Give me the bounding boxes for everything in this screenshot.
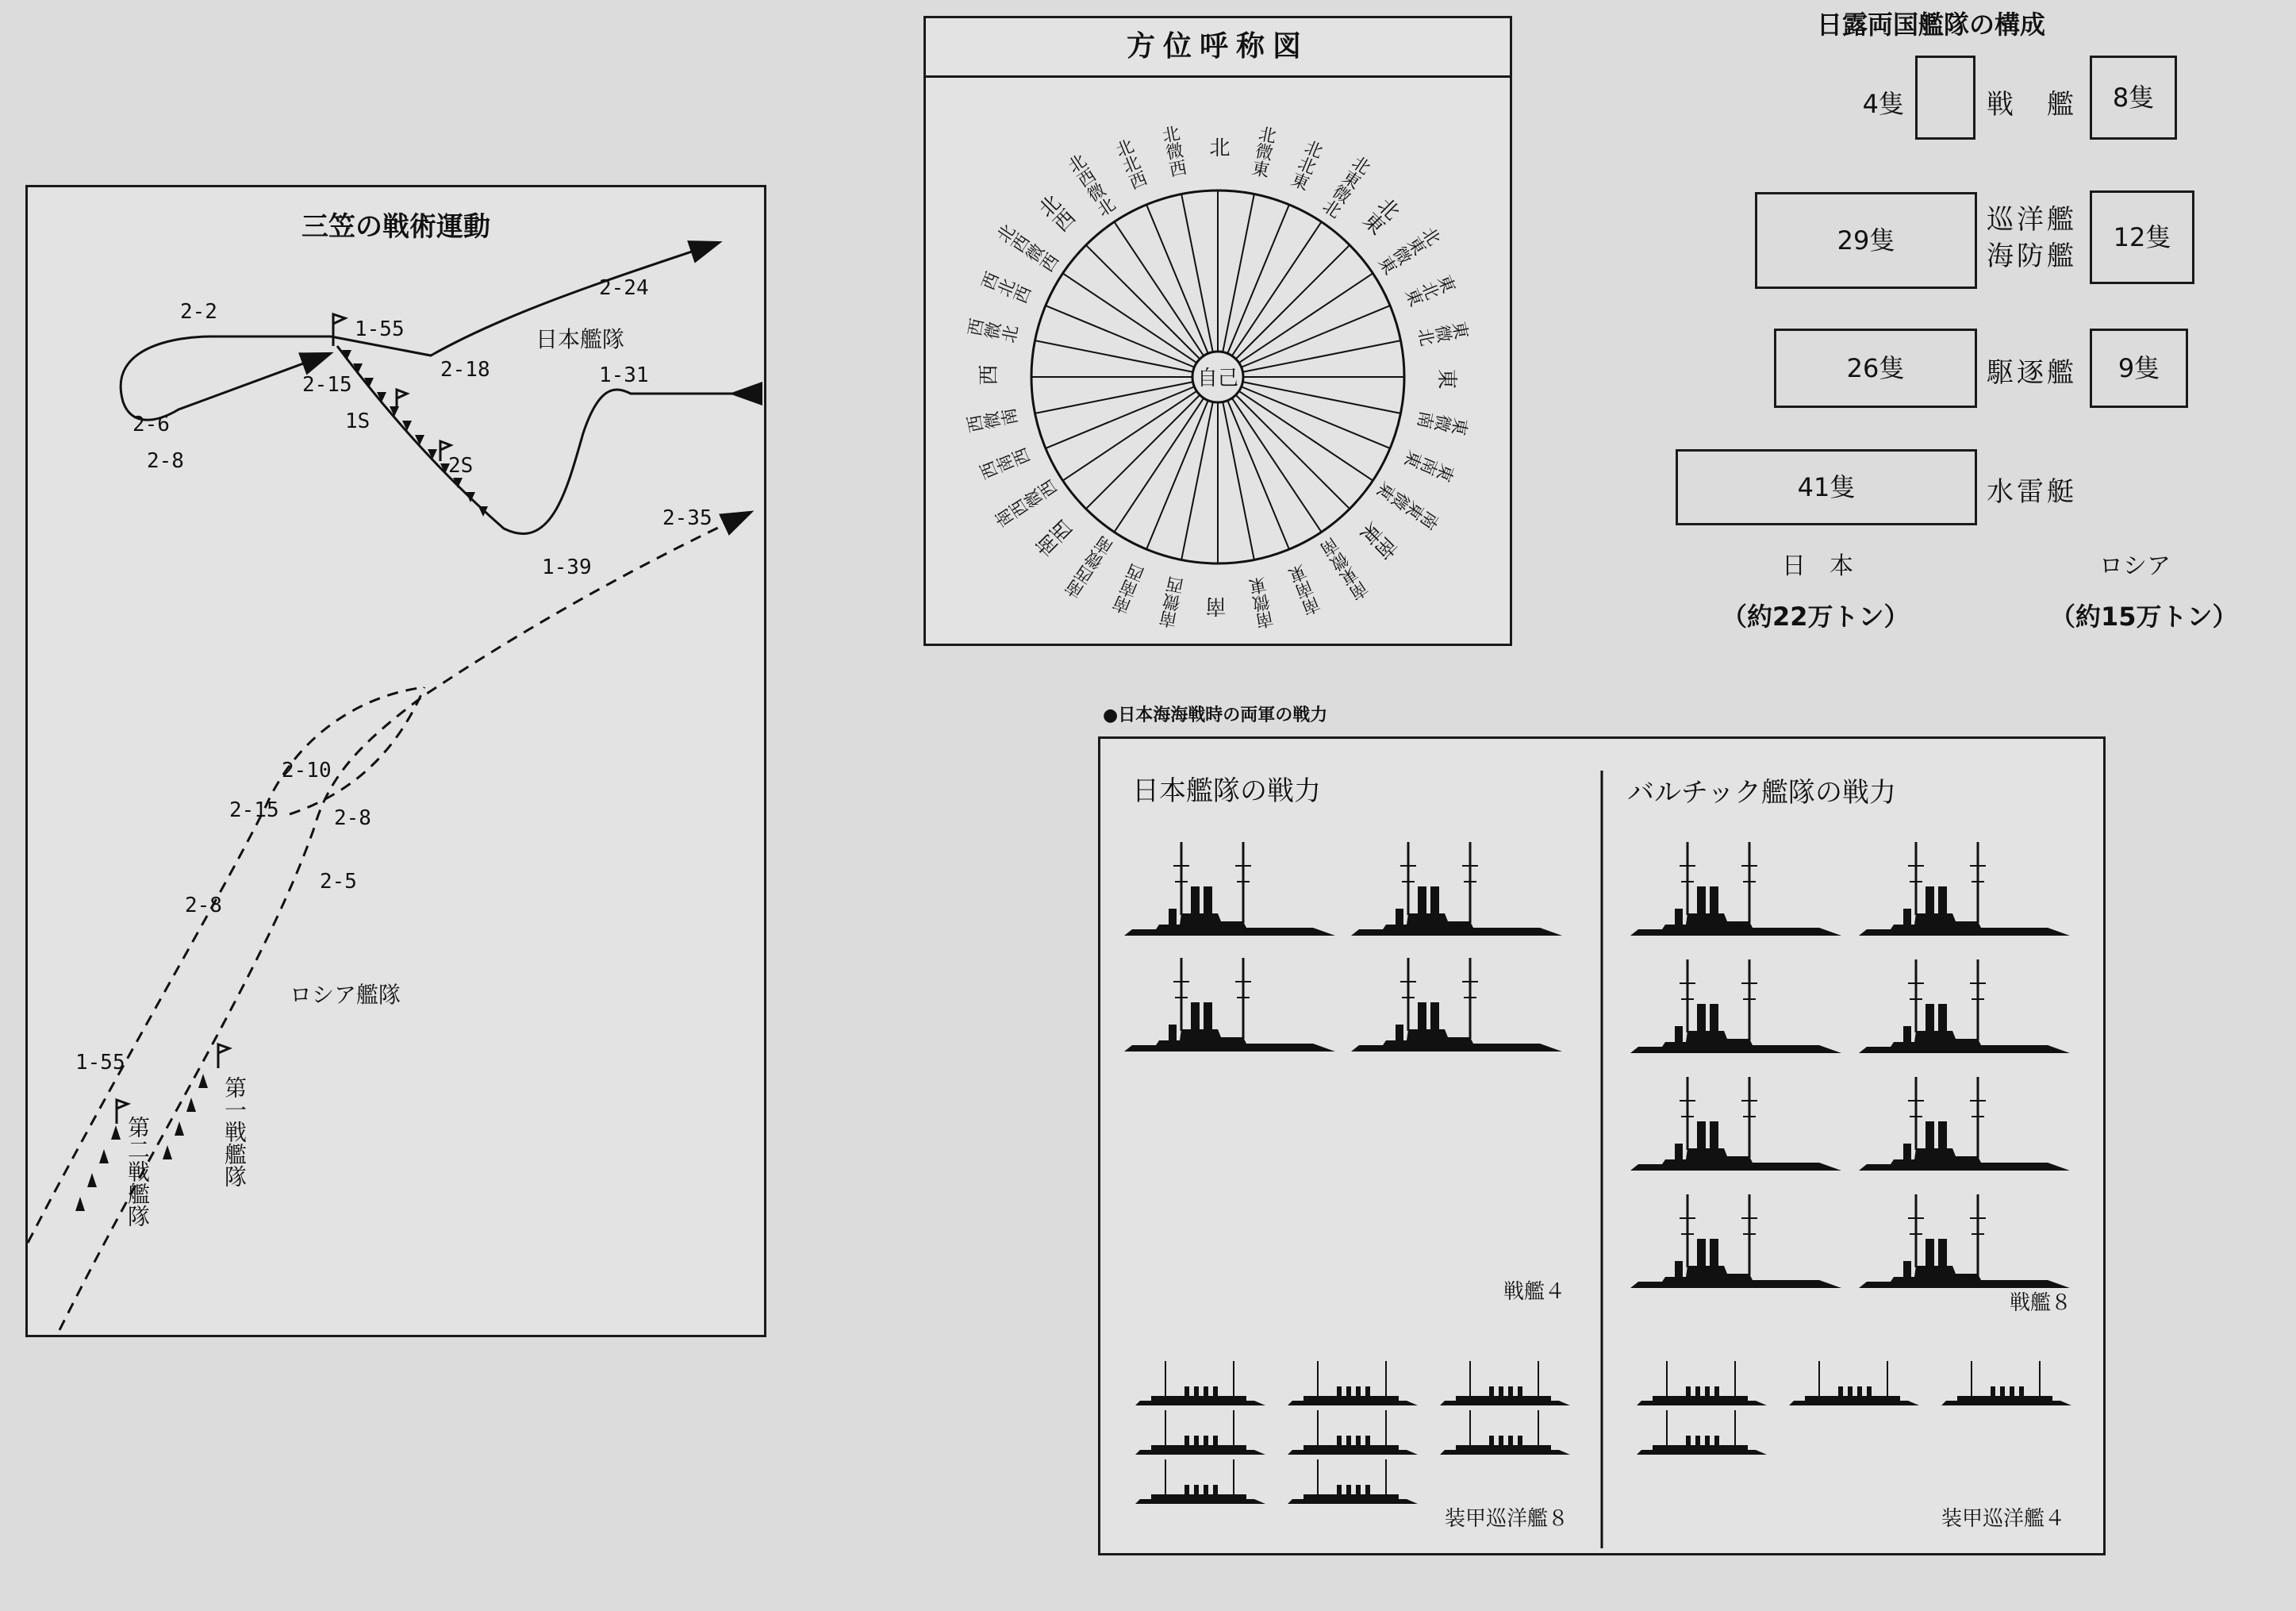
direction-label: 南微西 bbox=[1158, 575, 1188, 631]
time-label: 2-24 bbox=[599, 276, 649, 300]
direction-label: 南東微南 bbox=[1318, 533, 1373, 603]
cruiser-silhouette bbox=[1288, 1459, 1418, 1504]
battleship-silhouette bbox=[1630, 959, 1841, 1053]
japan-label: 日 本 bbox=[1782, 552, 1853, 580]
direction-label: 北西微北 bbox=[1062, 151, 1118, 221]
russia-count-destroyer: 9隻 bbox=[2090, 329, 2188, 408]
type-destroyer: 駆逐艦 bbox=[1987, 357, 2077, 389]
time-label: 1-39 bbox=[542, 556, 592, 579]
time-label: 1-55 bbox=[355, 317, 405, 341]
japan-cruiser-note: 装甲巡洋艦８ bbox=[1445, 1507, 1569, 1531]
russia-track-branch bbox=[290, 687, 424, 814]
direction-label: 南西微南 bbox=[1062, 533, 1118, 603]
type-battleship: 戦 艦 bbox=[1987, 89, 2077, 121]
time-label: 2-5 bbox=[320, 870, 357, 894]
japan-bar-battleship bbox=[1915, 56, 1975, 140]
direction-label: 東北東 bbox=[1402, 269, 1459, 309]
compass-spoke bbox=[1086, 245, 1200, 359]
direction-label: 南微東 bbox=[1247, 575, 1278, 631]
russia-count-battleship: 8隻 bbox=[2090, 56, 2177, 140]
japan-track-south-loop bbox=[337, 346, 758, 533]
direction-label: 北北西 bbox=[1110, 136, 1150, 193]
direction-label: 西微南 bbox=[964, 406, 1020, 437]
japan-battleship-note: 戦艦４ bbox=[1503, 1280, 1566, 1304]
compass-title: 方位呼称図 bbox=[926, 18, 1510, 78]
battleship-silhouette bbox=[1859, 1077, 2070, 1171]
direction-label: 北 bbox=[1206, 136, 1230, 157]
direction-label: 西南西 bbox=[977, 445, 1034, 485]
compass-panel bbox=[923, 16, 1512, 646]
direction-label: 南東 bbox=[1357, 517, 1404, 563]
cruiser-silhouette bbox=[1440, 1410, 1570, 1455]
time-label: 2-8 bbox=[147, 449, 184, 473]
center-label: 自己 bbox=[1196, 367, 1239, 390]
time-label: 2-35 bbox=[662, 506, 712, 530]
squadron-2-label: 第二戦艦隊 bbox=[125, 1116, 151, 1227]
cruiser-silhouette bbox=[1941, 1361, 2071, 1405]
compass-spoke bbox=[1236, 245, 1350, 359]
battleship-silhouette bbox=[1124, 842, 1335, 936]
direction-label: 南西微西 bbox=[992, 477, 1062, 533]
tactics-title: 三笠の戦術運動 bbox=[301, 211, 490, 243]
japan-power-title: 日本艦隊の戦力 bbox=[1132, 775, 1321, 807]
direction-label: 南西 bbox=[1031, 517, 1078, 563]
russia-tonnage: （約15万トン） bbox=[2050, 602, 2238, 632]
cruiser-silhouette bbox=[1440, 1361, 1570, 1405]
russia-count-cruiser: 12隻 bbox=[2090, 190, 2194, 284]
time-label: 2-8 bbox=[185, 894, 222, 917]
japan-count-destroyer: 26隻 bbox=[1774, 329, 1977, 408]
cruiser-silhouette bbox=[1637, 1410, 1767, 1455]
direction-label: 東 bbox=[1438, 365, 1458, 389]
time-label: 2-15 bbox=[229, 798, 279, 822]
direction-label: 南 bbox=[1206, 597, 1230, 617]
battleship-silhouette bbox=[1124, 958, 1335, 1052]
direction-label: 南東微東 bbox=[1374, 477, 1444, 533]
japan-tonnage: （約22万トン） bbox=[1722, 602, 1910, 632]
time-label: 1-31 bbox=[599, 363, 649, 387]
direction-label: 北東微北 bbox=[1318, 151, 1373, 221]
battleship-silhouette bbox=[1351, 958, 1562, 1052]
time-label: 2-6 bbox=[132, 413, 170, 436]
tactics-map-panel bbox=[25, 185, 766, 1337]
direction-label: 西北西 bbox=[977, 269, 1034, 309]
direction-label: 北西 bbox=[1031, 190, 1078, 237]
composition-title: 日露両国艦隊の構成 bbox=[1817, 10, 2046, 40]
power-panel bbox=[1098, 736, 2106, 1555]
battleship-silhouette bbox=[1351, 842, 1562, 936]
direction-label: 東微南 bbox=[1415, 406, 1472, 437]
squadron-1-label: 第一戦艦隊 bbox=[221, 1076, 248, 1187]
direction-label: 北微西 bbox=[1158, 123, 1188, 179]
time-label: 2-18 bbox=[440, 358, 490, 382]
battleship-silhouette bbox=[1630, 1194, 1841, 1288]
battleship-silhouette bbox=[1859, 959, 2070, 1053]
japan-track-west bbox=[121, 336, 331, 420]
time-label: 2-2 bbox=[180, 300, 217, 324]
japan-count-torpedoboat: 41隻 bbox=[1676, 449, 1977, 525]
direction-label: 西 bbox=[977, 365, 998, 389]
cruiser-silhouette bbox=[1135, 1410, 1265, 1455]
russia-track-2 bbox=[60, 513, 750, 1330]
direction-label: 北東 bbox=[1357, 190, 1404, 237]
baltic-battleship-note: 戦艦８ bbox=[2010, 1291, 2072, 1315]
type-torpedoboat: 水雷艇 bbox=[1987, 476, 2077, 508]
japan-count-battleship: 4隻 bbox=[1862, 89, 1904, 119]
direction-label: 北東微東 bbox=[1374, 221, 1444, 277]
baltic-cruiser-note: 装甲巡洋艦４ bbox=[1941, 1507, 2066, 1531]
time-label: 2-10 bbox=[282, 759, 332, 782]
direction-label: 北北東 bbox=[1286, 136, 1326, 193]
cruiser-silhouette bbox=[1637, 1361, 1767, 1405]
cruiser-silhouette bbox=[1288, 1410, 1418, 1455]
battleship-silhouette bbox=[1859, 1194, 2070, 1288]
battleship-silhouette bbox=[1630, 842, 1841, 936]
battleship-silhouette bbox=[1630, 1077, 1841, 1171]
japan-count-cruiser: 29隻 bbox=[1755, 192, 1977, 289]
flag-icon bbox=[333, 314, 345, 346]
russia-label: ロシア bbox=[2099, 552, 2171, 580]
time-label: 2-15 bbox=[302, 373, 352, 397]
time-label: 1-55 bbox=[75, 1051, 125, 1075]
direction-label: 南南西 bbox=[1110, 561, 1150, 618]
compass-spoke bbox=[1086, 395, 1200, 509]
cruiser-silhouette bbox=[1135, 1459, 1265, 1504]
compass-spoke bbox=[1236, 395, 1350, 509]
time-label: 2S bbox=[448, 454, 474, 478]
direction-label: 東南東 bbox=[1402, 445, 1459, 485]
direction-label: 北微東 bbox=[1247, 123, 1278, 179]
cruiser-silhouette bbox=[1135, 1361, 1265, 1405]
direction-label: 東微北 bbox=[1415, 317, 1472, 348]
direction-label: 南南東 bbox=[1286, 561, 1326, 618]
direction-label: 西微北 bbox=[964, 317, 1020, 348]
baltic-power-title: バルチック艦隊の戦力 bbox=[1627, 777, 1896, 809]
flag-icon bbox=[218, 1044, 229, 1068]
cruiser-silhouette bbox=[1288, 1361, 1418, 1405]
japan-fleet-label: 日本艦隊 bbox=[536, 326, 625, 352]
time-label: 1S bbox=[345, 409, 371, 433]
direction-label: 北西微西 bbox=[992, 221, 1062, 277]
power-caption: ●日本海海戦時の両軍の戦力 bbox=[1103, 706, 1328, 725]
compass-rose bbox=[926, 75, 1510, 644]
fleet-silhouettes bbox=[1100, 739, 2103, 1553]
battleship-silhouette bbox=[1859, 842, 2070, 936]
time-label: 2-8 bbox=[334, 806, 371, 830]
cruiser-silhouette bbox=[1789, 1361, 1919, 1405]
russia-fleet-label: ロシア艦隊 bbox=[290, 982, 401, 1008]
type-cruiser: 巡洋艦 海防艦 bbox=[1987, 204, 2077, 272]
